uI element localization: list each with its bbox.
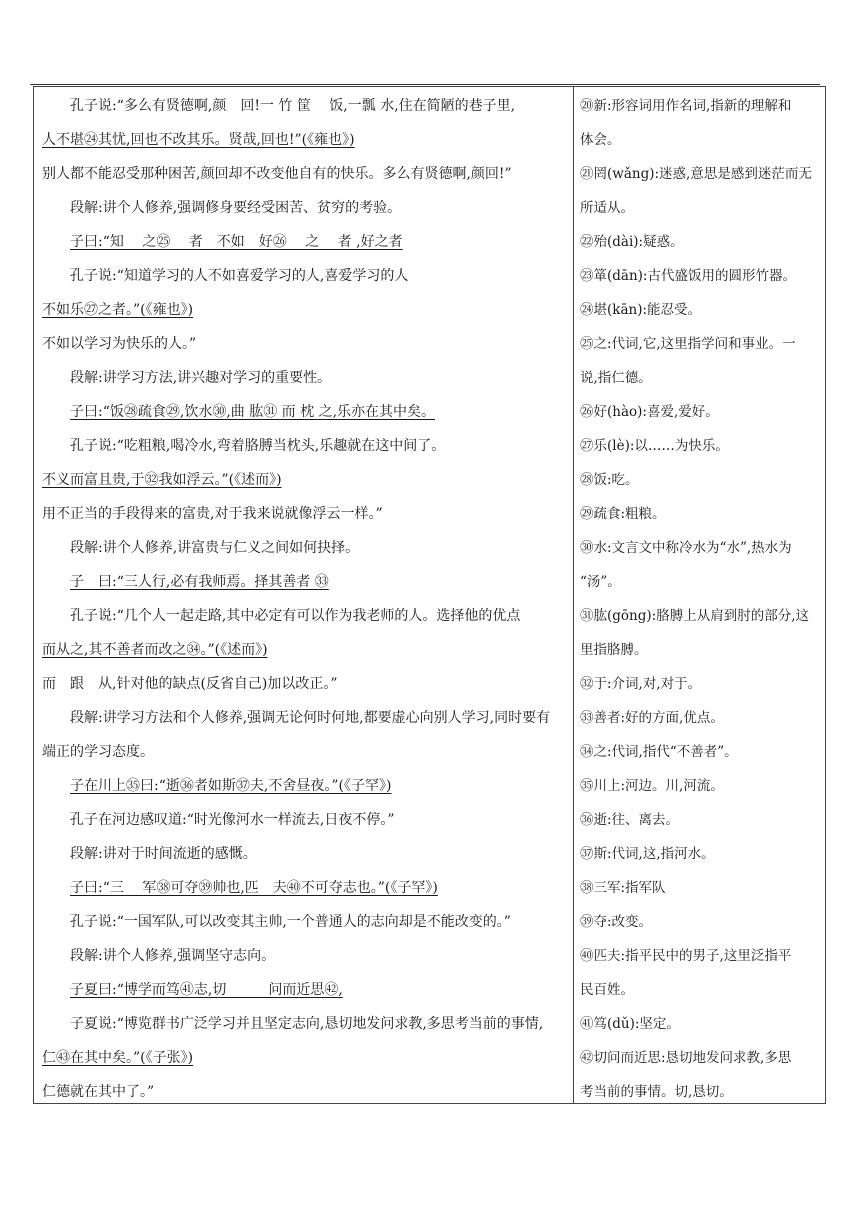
line-text: 段解:讲个人修养,强调修身要经受困苦、贫穷的考验。 (70, 200, 402, 216)
original-text: 子在川上㉟曰:“逝㊱者如斯㊲夫,不舍昼夜。”(《子罕》) (70, 778, 392, 794)
text-line (42, 939, 568, 973)
note-line: ㊶笃(dǔ):坚定。 (580, 1016, 680, 1032)
line-text: 而 跟 从,针对他的缺点(反省自己)加以改正。” (42, 676, 338, 692)
line-text: 段解:讲对于时间流逝的感慨。 (70, 846, 257, 862)
text-line (42, 429, 568, 463)
column-divider (573, 86, 574, 1104)
text-line (42, 599, 568, 633)
note-line: ㉒殆(dài):疑惑。 (580, 234, 684, 250)
text-line (42, 89, 568, 123)
line-text: 孔子在河边感叹道:“时光像河水一样流去,日夜不停。” (70, 812, 395, 828)
original-text: 而从之,其不善者而改之㉞。”(《述而》) (42, 642, 268, 658)
note-line: ㊴夺:改变。 (580, 914, 653, 930)
text-line (42, 293, 568, 327)
note-line: ㉕之:代词,它,这里指学问和事业。一 (580, 336, 796, 352)
line-text: 孔子说:“多么有贤德啊,颜 回!一 竹 筐 饭,一瓢 水,住在简陋的巷子里, (70, 98, 516, 114)
note-line: 民百姓。 (580, 982, 634, 998)
text-line (42, 1075, 568, 1109)
original-text: 人不堪㉔其忧,回也不改其乐。贤哉,回也!”(《雍也》) (42, 132, 355, 148)
line-text: 端正的学习态度。 (42, 744, 154, 760)
text-line (42, 735, 568, 769)
note-line: 里指胳膊。 (580, 642, 648, 658)
note-line: ㉓箪(dān):古代盛饭用的圆形竹器。 (580, 268, 796, 284)
text-line (42, 701, 568, 735)
note-line: ㉙疏食:粗粮。 (580, 506, 666, 522)
text-line (42, 973, 568, 1007)
note-line: ㊳三军:指军队 (580, 880, 666, 896)
original-text: 子 曰:“三人行,必有我师焉。择其善者 ㉝ (70, 574, 329, 590)
note-line: ㉝善者:好的方面,优点。 (580, 710, 724, 726)
note-line: “汤”。 (580, 574, 621, 590)
note-line: ㉖好(hào):喜爱,爱好。 (580, 404, 719, 420)
note-line: 所适从。 (580, 200, 634, 216)
line-text: 段解:讲学习方法,讲兴趣对学习的重要性。 (70, 370, 332, 386)
text-line (42, 837, 568, 871)
note-line: ㉑罔(wǎng):迷惑,意思是感到迷茫而无 (580, 166, 812, 182)
line-text: 用不正当的手段得来的富贵,对于我来说就像浮云一样。” (42, 506, 383, 522)
note-line: ㊱逝:往、离去。 (580, 812, 680, 828)
text-line (42, 803, 568, 837)
note-line: ㉛肱(gōng):胳膊上从肩到肘的部分,这 (580, 608, 809, 624)
line-text: 段解:讲个人修养,讲富贵与仁义之间如何抉择。 (70, 540, 360, 556)
note-line: ㉚水:文言文中称冷水为“水”,热水为 (580, 540, 792, 556)
line-text: 子夏说:“博览群书广泛学习并且坚定志向,恳切地发问求教,多思考当前的事情, (70, 1016, 544, 1032)
original-text: 不如乐㉗之者。”(《雍也》) (42, 302, 194, 318)
text-line (42, 497, 568, 531)
text-line (42, 395, 568, 429)
original-text: 仁㊸在其中矣。”(《子张》) (42, 1050, 194, 1066)
note-line: ㉟川上:河边。川,河流。 (580, 778, 724, 794)
text-column (42, 89, 568, 1109)
note-line: ㉘饭:吃。 (580, 472, 639, 488)
line-text: 段解:讲个人修养,强调坚守志向。 (70, 948, 276, 964)
text-line (42, 769, 568, 803)
text-line (42, 327, 568, 361)
text-line (42, 361, 568, 395)
note-line: ㊲斯:代词,这,指河水。 (580, 846, 715, 862)
original-text: 子曰:“三 军㊳可夺㊴帅也,匹 夫㊵不可夺志也。”(《子罕》) (70, 880, 438, 896)
line-text: 别人都不能忍受那种困苦,颜回却不改变他自有的快乐。多么有贤德啊,颜回!” (42, 166, 512, 182)
header-rule (30, 84, 820, 85)
line-text: 段解:讲学习方法和个人修养,强调无论何时何地,都要虚心向别人学习,同时要有 (70, 710, 551, 726)
note-line: ㉞之:代词,指代“不善者”。 (580, 744, 738, 760)
text-line (42, 633, 568, 667)
original-text: 子曰:“知 之㉕ 者 不如 好㉖ 之 者 ,好之者 (70, 234, 403, 250)
original-text: 子曰:“饭㉘疏食㉙,饮水㉚,曲 肱㉛ 而 枕 之,乐亦在其中矣。 (70, 404, 436, 420)
text-line (42, 191, 568, 225)
original-text: 不义而富且贵,于㉜我如浮云。”(《述而》) (42, 472, 282, 488)
note-line: ㉜于:介词,对,对于。 (580, 676, 702, 692)
line-text: 不如以学习为快乐的人。” (42, 336, 197, 352)
note-line: ㊵匹夫:指平民中的男子,这里泛指平 (580, 948, 792, 964)
note-line: ㊷切问而近思:恳切地发问求教,多思 (580, 1050, 792, 1066)
note-line: 考当前的事情。切,恳切。 (580, 1084, 733, 1100)
original-text: 子夏曰:“博学而笃㊶志,切 问而近思㊷, (70, 982, 343, 998)
note-line: ㉔堪(kān):能忍受。 (580, 302, 702, 318)
line-text: 孔子说:“几个人一起走路,其中必定有可以作为我老师的人。选择他的优点 (70, 608, 521, 624)
text-line (42, 667, 568, 701)
note-line: ⑳新:形容词用作名词,指新的理解和 (580, 98, 792, 114)
line-text: 孔子说:“吃粗粮,喝冷水,弯着胳膊当枕头,乐趣就在这中间了。 (70, 438, 446, 454)
note-line: 体会。 (580, 132, 621, 148)
text-line (42, 463, 568, 497)
text-line (42, 1041, 568, 1075)
line-text: 孔子说:“一国军队,可以改变其主帅,一个普通人的志向却是不能改变的。” (70, 914, 511, 930)
text-line (42, 565, 568, 599)
note-line: ㉗乐(lè):以……为快乐。 (580, 438, 729, 454)
text-line (42, 157, 568, 191)
line-text: 仁德就在其中了。” (42, 1084, 155, 1100)
text-line (42, 1007, 568, 1041)
line-text: 孔子说:“知道学习的人不如喜爱学习的人,喜爱学习的人 (70, 268, 409, 284)
text-line (42, 225, 568, 259)
text-line (42, 531, 568, 565)
text-line (42, 123, 568, 157)
text-line (42, 905, 568, 939)
notes-column (580, 89, 816, 1109)
text-line (42, 871, 568, 905)
text-line (42, 259, 568, 293)
note-line: 说,指仁德。 (580, 370, 652, 386)
